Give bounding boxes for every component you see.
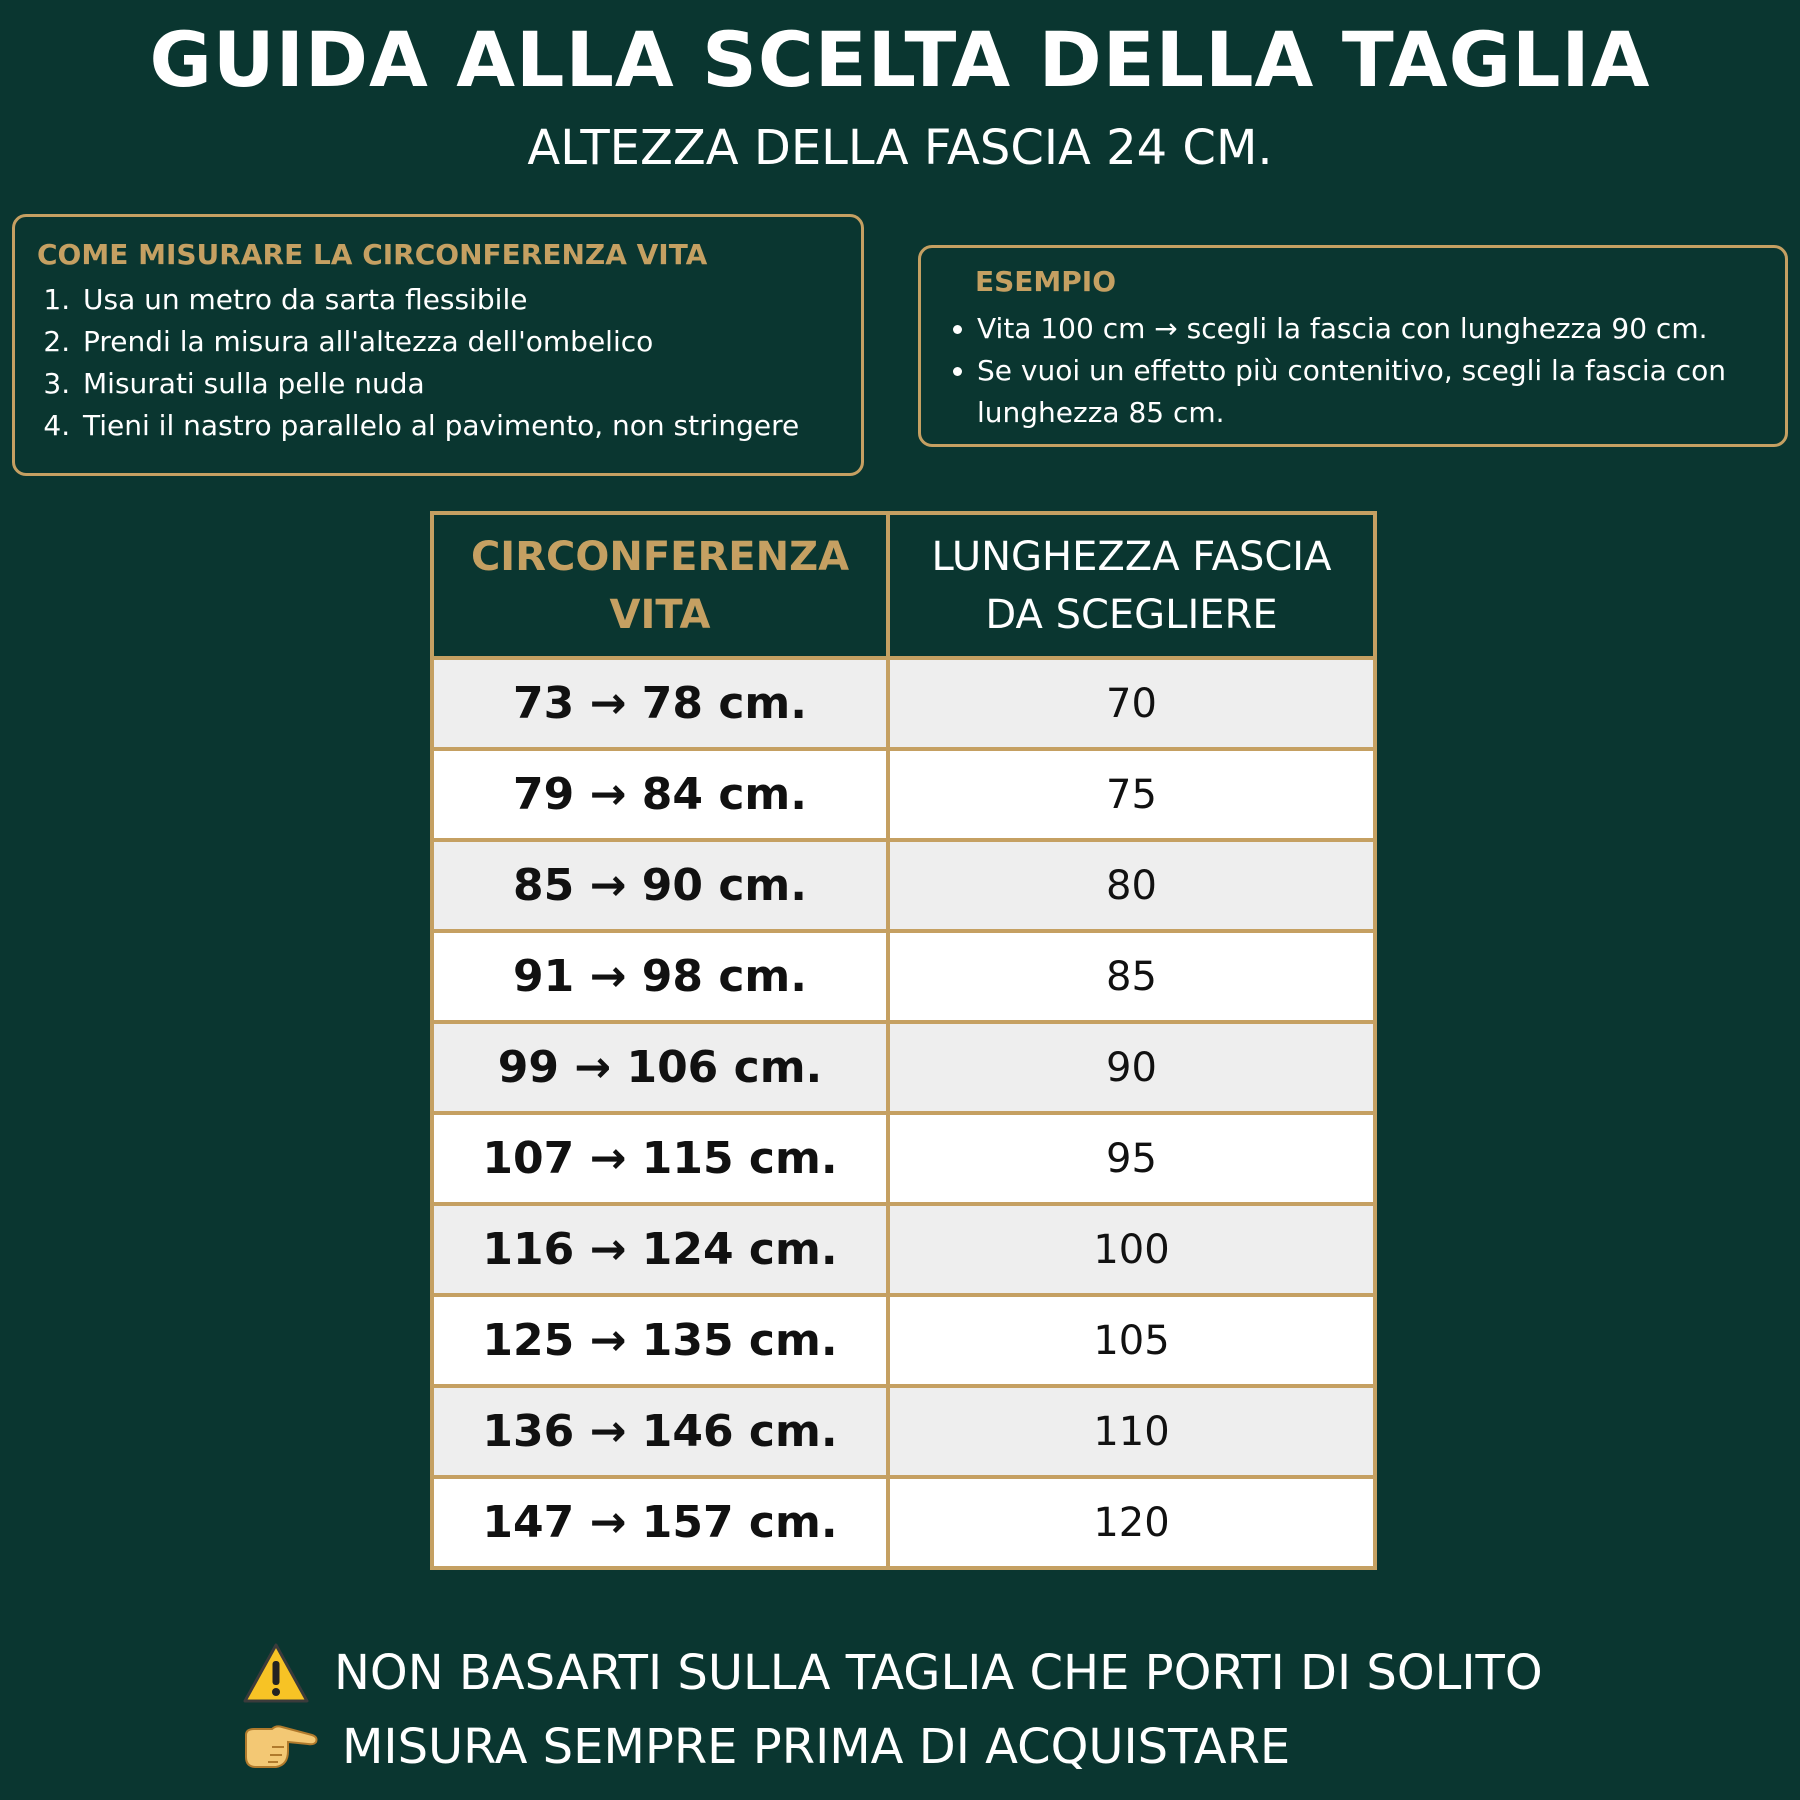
- header-length-line: LUNGHEZZA FASCIA: [931, 533, 1332, 580]
- size-table: [430, 511, 1377, 1570]
- waist-range-cell: 79 → 84 cm.: [432, 749, 888, 840]
- header-length: [888, 513, 1375, 658]
- length-cell: 100: [888, 1204, 1375, 1295]
- waist-range-cell: 136 → 146 cm.: [432, 1386, 888, 1477]
- example-box: [918, 245, 1788, 447]
- example-heading: ESEMPIO: [975, 265, 1117, 298]
- waist-range-cell: 85 → 90 cm.: [432, 840, 888, 931]
- table-row: [432, 1477, 1375, 1568]
- measure-heading: COME MISURARE LA CIRCONFERENZA VITA: [37, 238, 708, 271]
- waist-range-cell: 147 → 157 cm.: [432, 1477, 888, 1568]
- length-cell: 85: [888, 931, 1375, 1022]
- measure-step: 4. Tieni il nastro parallelo al pavimento, non stringere: [79, 405, 843, 447]
- table-row: [432, 840, 1375, 931]
- table-row: [432, 1295, 1375, 1386]
- header-waist-line: CIRCONFERENZA: [470, 533, 850, 580]
- example-bullets: [947, 308, 1775, 434]
- table-header-row: [432, 513, 1375, 658]
- example-bullet: • Vita 100 cm → scegli la fascia con lunghezza 90 cm.: [977, 308, 1775, 350]
- length-cell: 70: [888, 658, 1375, 749]
- tip-note: [242, 1712, 1290, 1782]
- table-row: [432, 658, 1375, 749]
- waist-range-cell: 116 → 124 cm.: [432, 1204, 888, 1295]
- table-row: [432, 1022, 1375, 1113]
- length-cell: 105: [888, 1295, 1375, 1386]
- measure-step: 1. Usa un metro da sarta flessibile: [79, 279, 843, 321]
- example-bullet: • Se vuoi un effetto più contenitivo, scegli la fascia con lunghezza 85 cm.: [977, 350, 1775, 434]
- length-cell: 90: [888, 1022, 1375, 1113]
- waist-range-cell: 107 → 115 cm.: [432, 1113, 888, 1204]
- length-cell: 75: [888, 749, 1375, 840]
- header-waist: [432, 513, 888, 658]
- page-subtitle: ALTEZZA DELLA FASCIA 24 CM.: [527, 120, 1273, 176]
- waist-range-cell: 73 → 78 cm.: [432, 658, 888, 749]
- header-length-line: DA SCEGLIERE: [985, 591, 1278, 638]
- waist-range-cell: 91 → 98 cm.: [432, 931, 888, 1022]
- warning-icon: [242, 1641, 310, 1705]
- warning-note: [242, 1638, 1543, 1708]
- length-cell: 110: [888, 1386, 1375, 1477]
- length-cell: 120: [888, 1477, 1375, 1568]
- measure-step: 2. Prendi la misura all'altezza dell'ombelico: [79, 321, 843, 363]
- table-row: [432, 1204, 1375, 1295]
- header-waist-line: VITA: [609, 591, 711, 638]
- waist-range-cell: 99 → 106 cm.: [432, 1022, 888, 1113]
- measure-steps: [37, 279, 843, 447]
- tip-text: MISURA SEMPRE PRIMA DI ACQUISTARE: [342, 1719, 1291, 1775]
- table-row: [432, 1386, 1375, 1477]
- length-cell: 80: [888, 840, 1375, 931]
- measure-step: 3. Misurati sulla pelle nuda: [79, 363, 843, 405]
- pointing-hand-icon: [242, 1721, 318, 1773]
- warning-text: NON BASARTI SULLA TAGLIA CHE PORTI DI SOLITO: [334, 1645, 1543, 1701]
- page-title: GUIDA ALLA SCELTA DELLA TAGLIA: [149, 15, 1651, 104]
- waist-range-cell: 125 → 135 cm.: [432, 1295, 888, 1386]
- table-row: [432, 931, 1375, 1022]
- table-row: [432, 749, 1375, 840]
- table-row: [432, 1113, 1375, 1204]
- length-cell: 95: [888, 1113, 1375, 1204]
- measure-instructions-box: [12, 214, 864, 476]
